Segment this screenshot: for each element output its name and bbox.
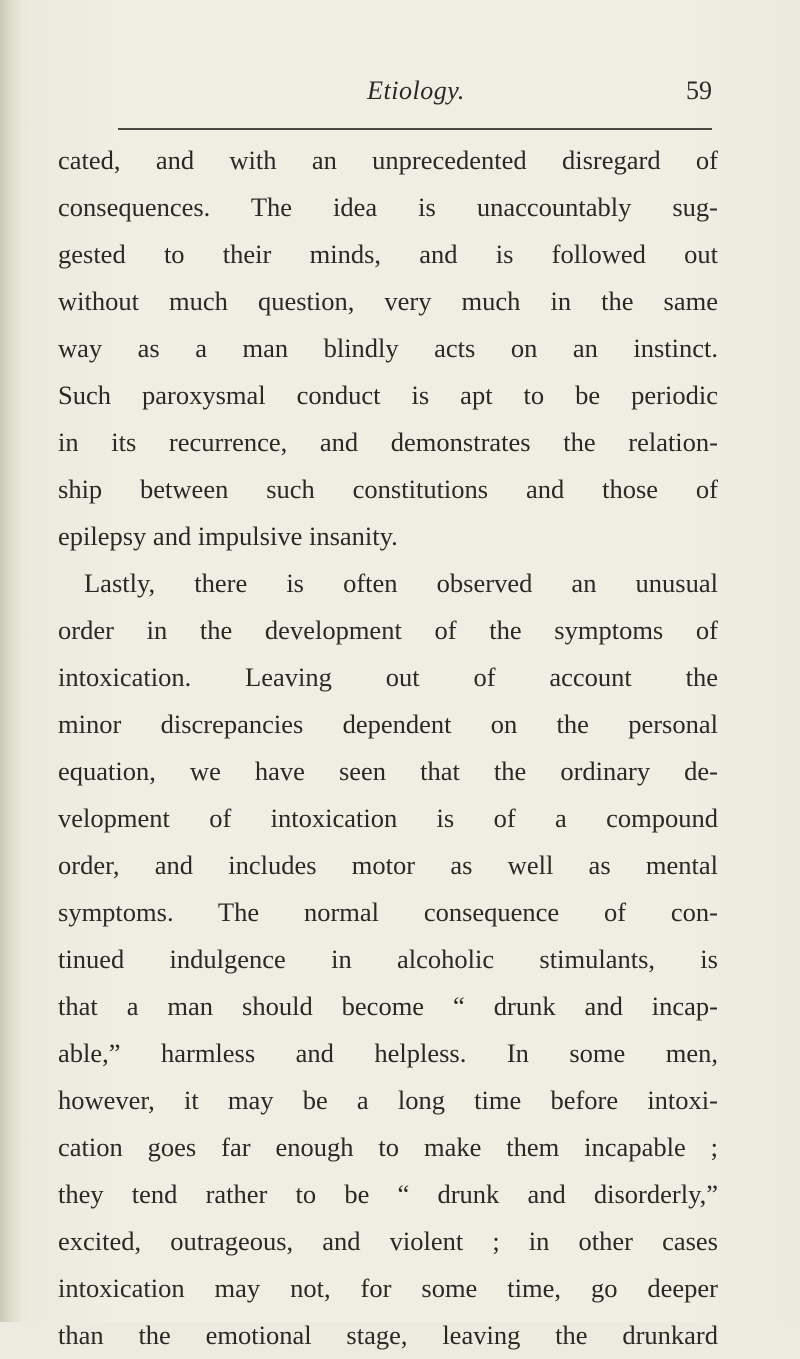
- running-head: Etiology.: [367, 76, 465, 105]
- text-line: cated, and with an unprecedented disregard of: [58, 145, 718, 175]
- text-line: tinued indulgence in alcoholic stimulants, is: [58, 944, 718, 974]
- header-rule: [118, 128, 712, 130]
- text-line: minor discrepancies dependent on the personal: [58, 709, 718, 739]
- text-line: consequences. The idea is unaccountably sug-: [58, 192, 718, 222]
- text-line: intoxication may not, for some time, go deeper: [58, 1273, 718, 1303]
- text-line: than the emotional stage, leaving the drunkard: [58, 1320, 718, 1350]
- text-line: Such paroxysmal conduct is apt to be periodic: [58, 380, 718, 410]
- text-line: without much question, very much in the same: [58, 286, 718, 316]
- text-line: that a man should become “ drunk and incap-: [58, 991, 718, 1021]
- text-line: Lastly, there is often observed an unusual: [84, 568, 718, 598]
- text-line: however, it may be a long time before intoxi-: [58, 1085, 718, 1115]
- text-line: epilepsy and impulsive insanity.: [58, 521, 398, 551]
- text-line: able,” harmless and helpless. In some men,: [58, 1038, 718, 1068]
- text-line: order, and includes motor as well as mental: [58, 850, 718, 880]
- text-line: excited, outrageous, and violent ; in other cases: [58, 1226, 718, 1256]
- text-line: intoxication. Leaving out of account the: [58, 662, 718, 692]
- text-line: symptoms. The normal consequence of con-: [58, 897, 718, 927]
- page-edge-shadow: [0, 0, 22, 1322]
- text-line: velopment of intoxication is of a compound: [58, 803, 718, 833]
- text-line: way as a man blindly acts on an instinct.: [58, 333, 718, 363]
- text-line: cation goes far enough to make them incapable ;: [58, 1132, 718, 1162]
- page-number: 59: [686, 76, 712, 105]
- text-line: order in the development of the symptoms of: [58, 615, 718, 645]
- text-line: ship between such constitutions and those of: [58, 474, 718, 504]
- body-text: [58, 137, 718, 1359]
- text-line: equation, we have seen that the ordinary de-: [58, 756, 718, 786]
- text-line: they tend rather to be “ drunk and disorderly,”: [58, 1179, 718, 1209]
- text-line: in its recurrence, and demonstrates the relation-: [58, 427, 718, 457]
- page-header: [120, 66, 712, 106]
- text-line: gested to their minds, and is followed out: [58, 239, 718, 269]
